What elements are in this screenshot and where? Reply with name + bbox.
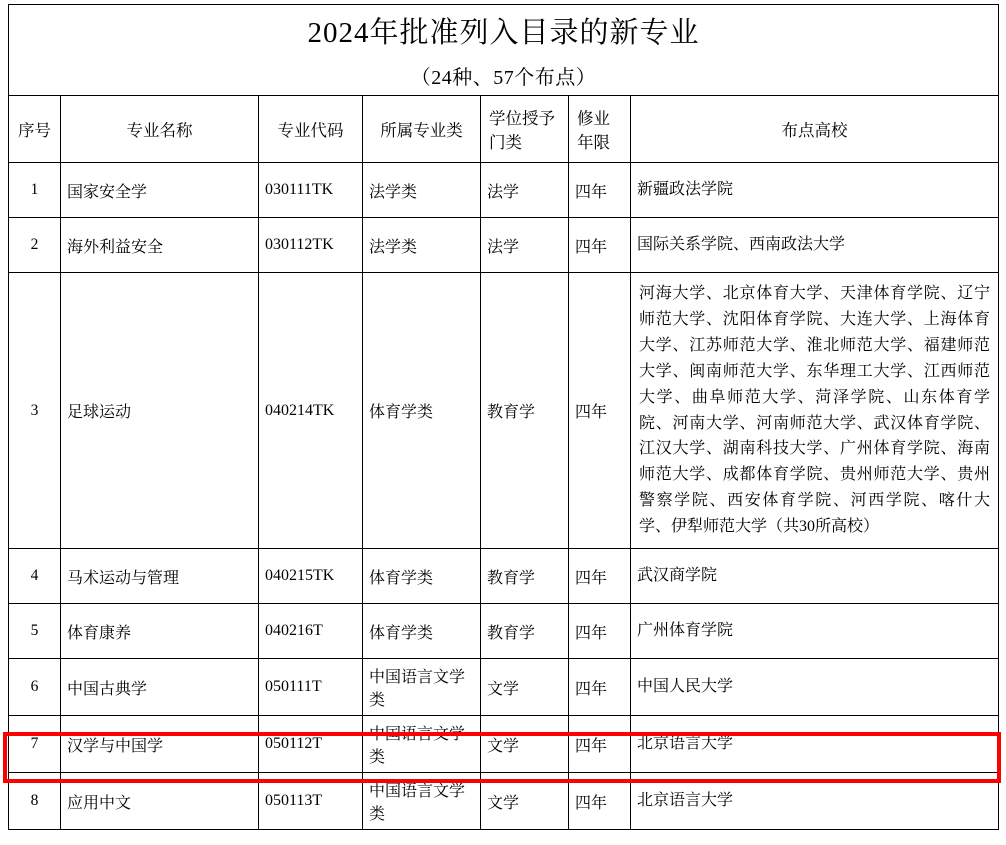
row-major-category: 法学类 [363,163,481,218]
row-major-code: 040216T [259,604,363,659]
header-degree: 学位授予门类 [481,96,569,163]
row-degree: 文学 [481,716,569,773]
row-major-code: 050113T [259,773,363,830]
row-years: 四年 [569,273,631,549]
row-schools: 新疆政法学院 [631,163,999,218]
row-major-code: 030112TK [259,218,363,273]
row-degree: 文学 [481,773,569,830]
new-majors-table [8,4,999,830]
row-major-name: 中国古典学 [61,659,259,716]
row-major-code: 050111T [259,659,363,716]
row-schools: 广州体育学院 [631,604,999,659]
row-years: 四年 [569,218,631,273]
row-major-category: 法学类 [363,218,481,273]
header-schools: 布点高校 [631,96,999,163]
header-name: 专业名称 [61,96,259,163]
row-degree: 教育学 [481,549,569,604]
row-no: 1 [9,163,61,218]
document-title: 2024年批准列入目录的新专业 [9,5,999,57]
header-category: 所属专业类 [363,96,481,163]
row-major-name: 足球运动 [61,273,259,549]
row-schools: 中国人民大学 [631,659,999,716]
subtitle-row [9,56,999,96]
row-major-name: 国家安全学 [61,163,259,218]
row-no: 8 [9,773,61,830]
row-years: 四年 [569,163,631,218]
row-major-name: 马术运动与管理 [61,549,259,604]
row-major-code: 050112T [259,716,363,773]
row-major-name: 海外利益安全 [61,218,259,273]
row-no: 5 [9,604,61,659]
row-degree: 法学 [481,218,569,273]
row-major-name: 应用中文 [61,773,259,830]
row-major-category: 中国语言文学类 [363,773,481,830]
header-years: 修业年限 [569,96,631,163]
row-major-category: 体育学类 [363,273,481,549]
row-degree: 法学 [481,163,569,218]
row-major-category: 中国语言文学类 [363,659,481,716]
row-major-name: 体育康养 [61,604,259,659]
row-degree: 教育学 [481,273,569,549]
table-row [9,604,999,659]
row-years: 四年 [569,716,631,773]
row-no: 2 [9,218,61,273]
row-degree: 文学 [481,659,569,716]
row-no: 7 [9,716,61,773]
table-row-highlighted [9,716,999,773]
row-years: 四年 [569,604,631,659]
row-degree: 教育学 [481,604,569,659]
row-no: 6 [9,659,61,716]
row-major-category: 中国语言文学类 [363,716,481,773]
row-major-category: 体育学类 [363,549,481,604]
row-major-code: 040214TK [259,273,363,549]
row-schools: 河海大学、北京体育大学、天津体育学院、辽宁师范大学、沈阳体育学院、大连大学、上海体育大学、江苏师范大学、淮北师范大学、福建师范大学、闽南师范大学、东华理工大学、江西师范大学、曲阜师范大学、菏泽学院、山东体育学院、河南大学、河南师范大学、武汉体育学院、江汉大学、湖南科技大学、广州体育学院、海南师范大学、成都体育学院、贵州师范大学、贵州警察学院、西安体育学院、河西学院、喀什大学、伊犁师范大学（共30所高校） [631,273,999,549]
table-container [8,4,998,830]
header-code: 专业代码 [259,96,363,163]
table-header-row [9,96,999,163]
table-row [9,773,999,830]
row-years: 四年 [569,549,631,604]
row-major-category: 体育学类 [363,604,481,659]
header-no: 序号 [9,96,61,163]
row-schools: 武汉商学院 [631,549,999,604]
row-no: 4 [9,549,61,604]
table-row [9,659,999,716]
row-no: 3 [9,273,61,549]
row-schools: 北京语言大学 [631,716,999,773]
row-schools: 国际关系学院、西南政法大学 [631,218,999,273]
row-major-code: 030111TK [259,163,363,218]
table-row [9,163,999,218]
document-subtitle: （24种、57个布点） [9,56,999,96]
title-row [9,5,999,57]
row-major-code: 040215TK [259,549,363,604]
row-schools: 北京语言大学 [631,773,999,830]
row-major-name: 汉学与中国学 [61,716,259,773]
table-row [9,273,999,549]
table-row [9,549,999,604]
row-years: 四年 [569,659,631,716]
row-years: 四年 [569,773,631,830]
table-row [9,218,999,273]
